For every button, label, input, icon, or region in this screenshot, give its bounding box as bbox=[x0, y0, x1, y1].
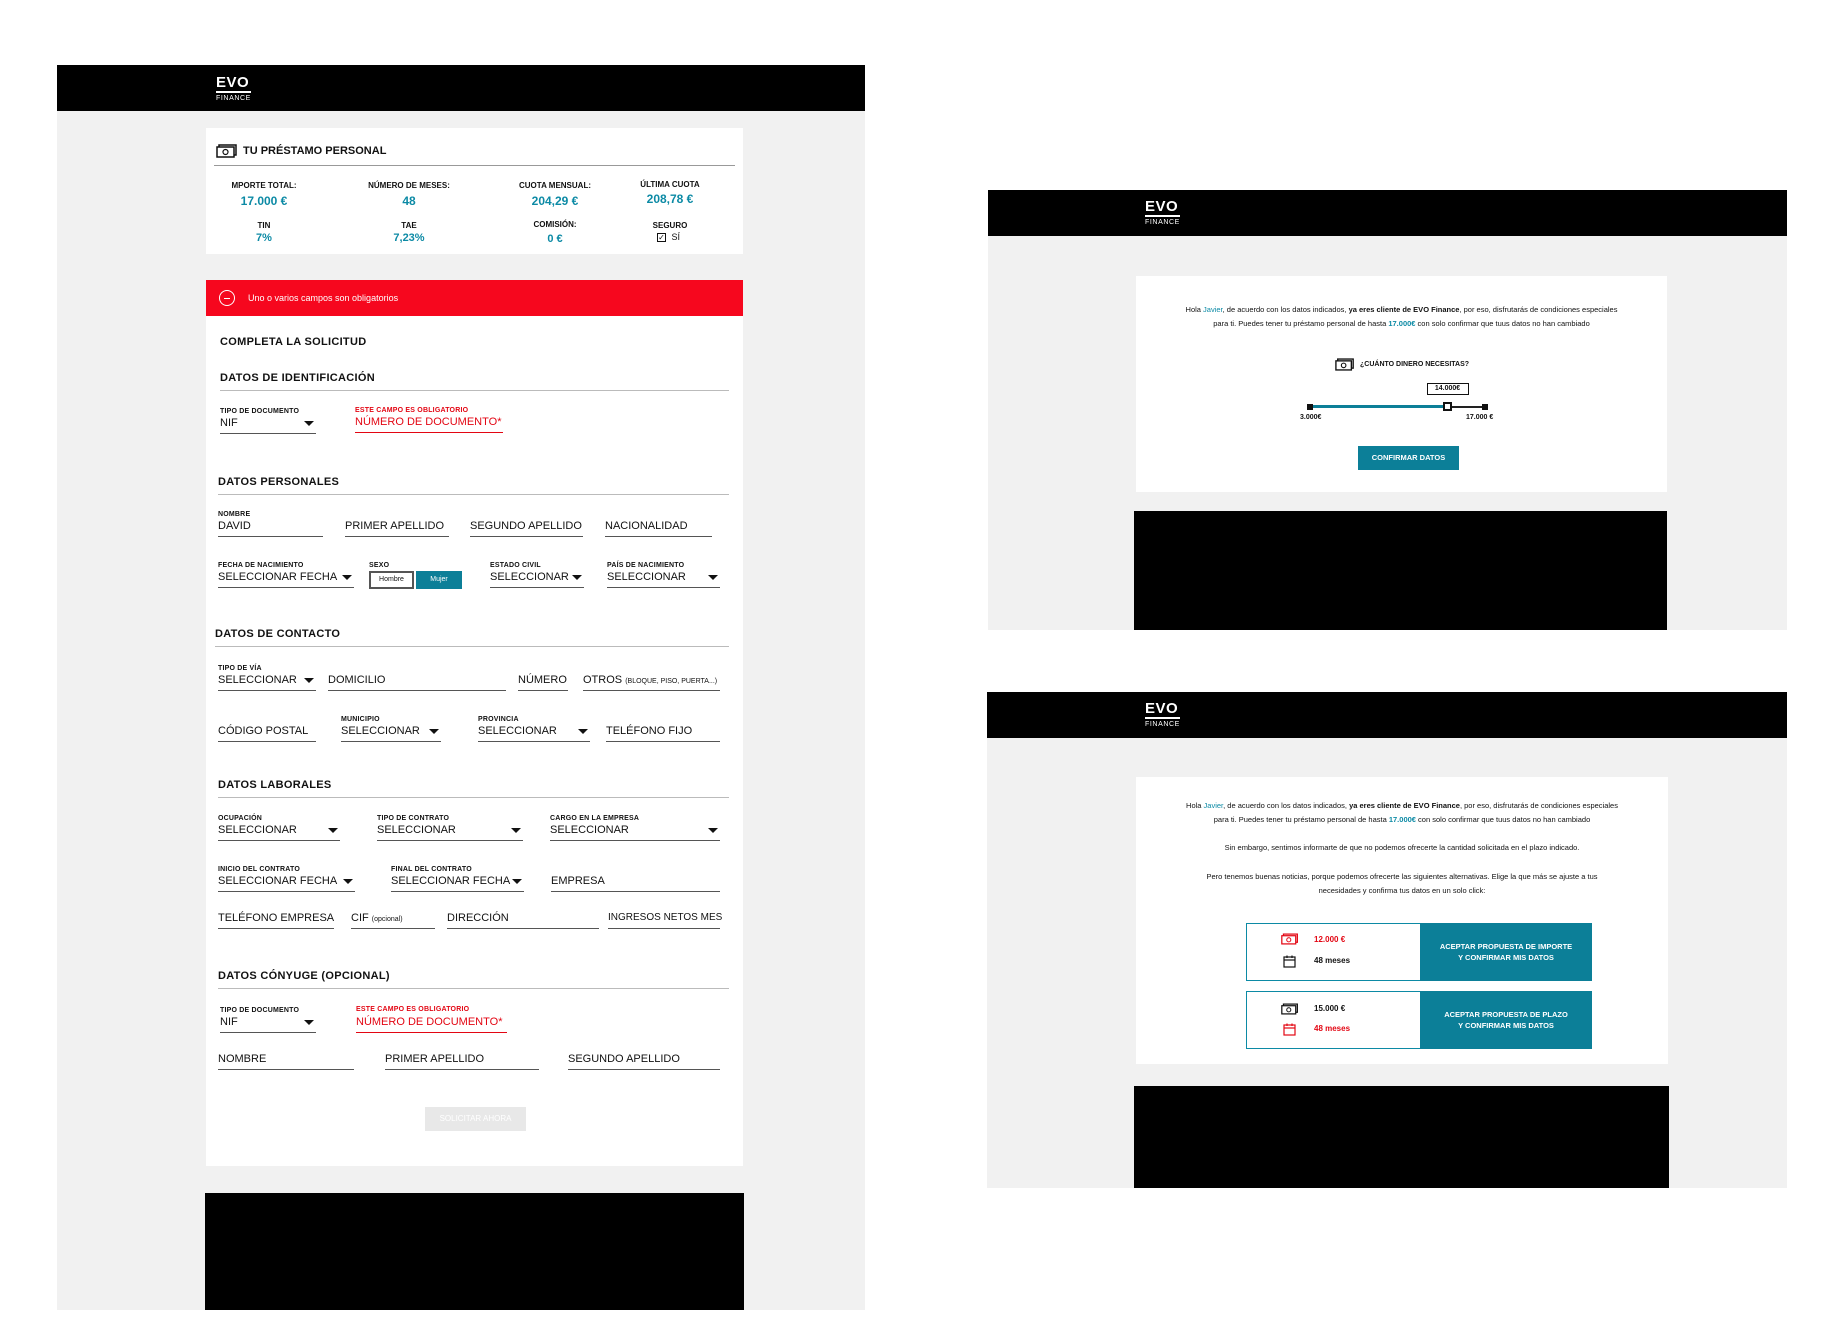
calendar-icon bbox=[1283, 1023, 1296, 1036]
divider bbox=[215, 646, 729, 647]
chevron-down-icon bbox=[512, 879, 522, 884]
summary-label: MPORTE TOTAL: bbox=[231, 181, 297, 190]
offer-amount: 15.000 € bbox=[1314, 1004, 1346, 1013]
greeting-text: Hola Javier, de acuerdo con los datos indicados, ya eres cliente de EVO Finance, por eso, disfrutarás de condiciones especiales bbox=[1185, 305, 1618, 314]
money-icon bbox=[216, 144, 238, 158]
summary-value: 17.000 € bbox=[240, 194, 288, 208]
offer-term: 48 meses bbox=[1314, 1024, 1351, 1033]
company-input[interactable]: EMPRESA bbox=[551, 875, 720, 892]
field-label: SEXO bbox=[369, 562, 390, 569]
doc-number-input[interactable]: NÚMERO DE DOCUMENTO* bbox=[355, 416, 503, 433]
error-message: Uno o varios campos son obligatorios bbox=[248, 293, 399, 303]
insurance-value: ✓ SÍ bbox=[658, 232, 681, 243]
slider-fill bbox=[1310, 405, 1448, 408]
summary-value: 7,23% bbox=[393, 232, 425, 244]
slider-min-stop bbox=[1307, 404, 1313, 410]
chevron-down-icon bbox=[304, 1020, 314, 1025]
section-title: DATOS PERSONALES bbox=[218, 476, 340, 488]
evo-logo[interactable]: EVO FINANCE bbox=[216, 74, 251, 102]
cif-input[interactable]: CIF (opcional) bbox=[351, 912, 435, 929]
chevron-down-icon bbox=[511, 828, 521, 833]
nationality-input[interactable]: NACIONALIDAD bbox=[605, 520, 712, 537]
field-label: ESTADO CIVIL bbox=[490, 562, 541, 569]
summary-value: 7% bbox=[256, 232, 272, 244]
summary-label: ÚLTIMA CUOTA bbox=[640, 180, 700, 189]
field-label: TIPO DE CONTRATO bbox=[377, 815, 450, 822]
amount-question: ¿CUÁNTO DINERO NECESITAS? bbox=[1360, 361, 1470, 368]
greeting-text: para ti. Puedes tener tu préstamo personal de hasta 17.000€ con solo confirmar que tuus datos no han cambiado bbox=[1213, 815, 1591, 824]
birthdate-select[interactable]: SELECCIONAR FECHA bbox=[218, 571, 354, 588]
chevron-down-icon bbox=[708, 575, 718, 580]
spouse-surname1-input[interactable]: PRIMER APELLIDO bbox=[385, 1053, 539, 1070]
offer-card bbox=[1136, 777, 1668, 1064]
offer-amount: 12.000 € bbox=[1314, 935, 1346, 944]
money-icon bbox=[1281, 933, 1299, 945]
offer-page bbox=[987, 692, 1787, 1188]
spouse-name-input[interactable]: NOMBRE bbox=[218, 1053, 354, 1070]
divider bbox=[220, 390, 729, 391]
contract-end-select[interactable]: SELECCIONAR FECHA bbox=[391, 875, 524, 892]
street-type-select[interactable]: SELECCIONAR bbox=[218, 674, 316, 691]
town-select[interactable]: SELECCIONAR bbox=[341, 725, 441, 742]
company-phone-input[interactable]: TELÉFONO EMPRESA bbox=[218, 912, 334, 929]
evo-logo[interactable]: EVO FINANCE bbox=[1145, 198, 1180, 226]
field-label: TIPO DE DOCUMENTO bbox=[220, 408, 300, 415]
slider-handle[interactable] bbox=[1443, 402, 1452, 411]
summary-label: NÚMERO DE MESES: bbox=[368, 181, 450, 190]
footer-block bbox=[1134, 511, 1667, 630]
chevron-down-icon bbox=[708, 828, 718, 833]
summary-value: 0 € bbox=[547, 233, 563, 245]
slider-min-label: 3.000€ bbox=[1300, 414, 1322, 421]
summary-value: 48 bbox=[402, 194, 416, 208]
summary-value: 204,29 € bbox=[531, 194, 579, 208]
chevron-down-icon bbox=[343, 879, 353, 884]
address-others-input[interactable]: OTROS (BLOQUE, PISO, PUERTA...) bbox=[583, 674, 720, 691]
field-label: FECHA DE NACIMIENTO bbox=[218, 562, 304, 569]
field-label: INICIO DEL CONTRATO bbox=[218, 866, 300, 873]
slider-value-label: 14.000€ bbox=[1427, 383, 1469, 395]
contract-type-select[interactable]: SELECCIONAR bbox=[377, 824, 523, 841]
field-label: OCUPACIÓN bbox=[218, 815, 263, 822]
chevron-down-icon bbox=[429, 729, 439, 734]
field-label: PAÍS DE NACIMIENTO bbox=[607, 562, 685, 569]
header-bar bbox=[987, 692, 1787, 738]
money-icon bbox=[1335, 358, 1355, 371]
name-input[interactable]: DAVID bbox=[218, 520, 323, 537]
chevron-down-icon bbox=[342, 575, 352, 580]
field-label: MUNICIPIO bbox=[341, 716, 380, 723]
birth-country-select[interactable]: SELECCIONAR bbox=[607, 571, 720, 588]
doc-type-select[interactable]: NIF bbox=[220, 417, 316, 434]
offer-option[interactable] bbox=[1246, 923, 1592, 981]
form-page bbox=[57, 65, 865, 1310]
divider bbox=[214, 165, 735, 166]
accept-amount-button[interactable]: ACEPTAR PROPUESTA DE IMPORTE Y CONFIRMAR MIS DATOS bbox=[1420, 923, 1592, 981]
confirm-page bbox=[988, 190, 1787, 630]
summary-label: CUOTA MENSUAL: bbox=[519, 181, 591, 190]
calendar-icon bbox=[1283, 955, 1296, 968]
divider bbox=[218, 797, 729, 798]
greeting-text: para ti. Puedes tener tu préstamo personal de hasta 17.000€ con solo confirmar que tuus datos no han cambiado bbox=[1213, 319, 1590, 328]
section-title: DATOS LABORALES bbox=[218, 779, 332, 791]
required-message: ESTE CAMPO ES OBLIGATORIO bbox=[355, 407, 469, 414]
surname2-input[interactable]: SEGUNDO APELLIDO bbox=[470, 520, 583, 537]
landline-input[interactable]: TELÉFONO FIJO bbox=[606, 725, 720, 742]
chevron-down-icon bbox=[304, 678, 314, 683]
field-label: NOMBRE bbox=[218, 511, 251, 518]
summary-label: TAE bbox=[401, 221, 417, 230]
chevron-down-icon bbox=[572, 575, 582, 580]
evo-logo[interactable]: EVO FINANCE bbox=[1145, 700, 1180, 728]
occupation-select[interactable]: SELECCIONAR bbox=[218, 824, 340, 841]
direction-input[interactable]: DIRECCIÓN bbox=[447, 912, 599, 929]
job-position-select[interactable]: SELECCIONAR bbox=[550, 824, 720, 841]
summary-label: SEGURO bbox=[652, 221, 688, 230]
field-label: CARGO EN LA EMPRESA bbox=[550, 815, 640, 822]
field-label: PROVINCIA bbox=[478, 716, 519, 723]
form-heading: COMPLETA LA SOLICITUD bbox=[220, 336, 367, 348]
money-icon bbox=[1281, 1003, 1299, 1015]
slider-max-label: 17.000 € bbox=[1466, 414, 1494, 421]
postal-code-input[interactable]: CÓDIGO POSTAL bbox=[218, 725, 316, 742]
field-label: TIPO DE DOCUMENTO bbox=[220, 1007, 300, 1014]
field-label: FINAL DEL CONTRATO bbox=[391, 866, 472, 873]
application-form bbox=[206, 280, 743, 1166]
spouse-surname2-input[interactable]: SEGUNDO APELLIDO bbox=[568, 1053, 720, 1070]
footer-block bbox=[1134, 1086, 1669, 1188]
required-message: ESTE CAMPO ES OBLIGATORIO bbox=[356, 1006, 470, 1013]
amount-slider[interactable] bbox=[1310, 385, 1485, 413]
section-title: DATOS DE IDENTIFICACIÓN bbox=[220, 372, 375, 384]
summary-label: TIN bbox=[257, 221, 271, 230]
header-bar bbox=[57, 65, 865, 111]
section-title: DATOS CÓNYUGE (OPCIONAL) bbox=[218, 970, 390, 982]
summary-value: 208,78 € bbox=[646, 192, 694, 206]
civil-status-select[interactable]: SELECCIONAR bbox=[490, 571, 584, 588]
spouse-doc-type-select[interactable]: NIF bbox=[220, 1016, 316, 1033]
sex-male-button[interactable]: Hombre bbox=[369, 571, 414, 589]
contract-start-select[interactable]: SELECCIONAR FECHA bbox=[218, 875, 355, 892]
alternatives-text: necesidades y confirma tus datos en un solo click: bbox=[1318, 886, 1486, 895]
chevron-down-icon bbox=[304, 421, 314, 426]
surname1-input[interactable]: PRIMER APELLIDO bbox=[345, 520, 449, 537]
field-label: TIPO DE VÍA bbox=[218, 665, 262, 672]
offer-term: 48 meses bbox=[1314, 956, 1351, 965]
address-input[interactable]: DOMICILIO bbox=[328, 674, 506, 691]
section-title: DATOS DE CONTACTO bbox=[215, 628, 341, 640]
province-select[interactable]: SELECCIONAR bbox=[478, 725, 590, 742]
street-number-input[interactable]: NÚMERO bbox=[518, 674, 568, 691]
sex-female-button[interactable]: Mujer bbox=[416, 571, 462, 589]
accept-term-button[interactable]: ACEPTAR PROPUESTA DE PLAZO Y CONFIRMAR MIS DATOS bbox=[1420, 991, 1592, 1049]
checkbox-icon[interactable]: ✓ bbox=[658, 233, 665, 243]
header-bar bbox=[988, 190, 1787, 236]
chevron-down-icon bbox=[328, 828, 338, 833]
minus-circle-icon bbox=[219, 290, 235, 306]
slider-max-stop bbox=[1482, 404, 1488, 410]
summary-label: COMISIÓN: bbox=[533, 220, 577, 229]
spouse-doc-number-input[interactable]: NÚMERO DE DOCUMENTO* bbox=[356, 1016, 507, 1033]
offer-option[interactable] bbox=[1246, 991, 1592, 1049]
chevron-down-icon bbox=[578, 729, 588, 734]
sorry-text: Sin embargo, sentimos informarte de que no podemos ofrecerte la cantidad solicitada en el plazo indicado. bbox=[1224, 843, 1580, 852]
greeting-text: Hola Javier, de acuerdo con los datos indicados, ya eres cliente de EVO Finance, por eso, disfrutarás de condiciones especiales bbox=[1186, 801, 1618, 810]
error-banner bbox=[206, 280, 743, 316]
divider bbox=[218, 988, 729, 989]
loan-summary-card bbox=[206, 128, 743, 254]
confirm-data-button[interactable]: CONFIRMAR DATOS bbox=[1358, 446, 1459, 470]
divider bbox=[218, 494, 729, 495]
summary-title: TU PRÉSTAMO PERSONAL bbox=[243, 145, 387, 157]
confirm-card bbox=[1136, 276, 1667, 492]
alternatives-text: Pero tenemos buenas noticias, porque podemos ofrecerte las siguientes alternativas. Elige la que más se ajuste a tus bbox=[1206, 872, 1598, 881]
submit-button[interactable]: SOLICITAR AHORA bbox=[425, 1107, 526, 1131]
net-income-input[interactable]: INGRESOS NETOS MES bbox=[608, 912, 720, 929]
footer-block bbox=[205, 1193, 744, 1310]
